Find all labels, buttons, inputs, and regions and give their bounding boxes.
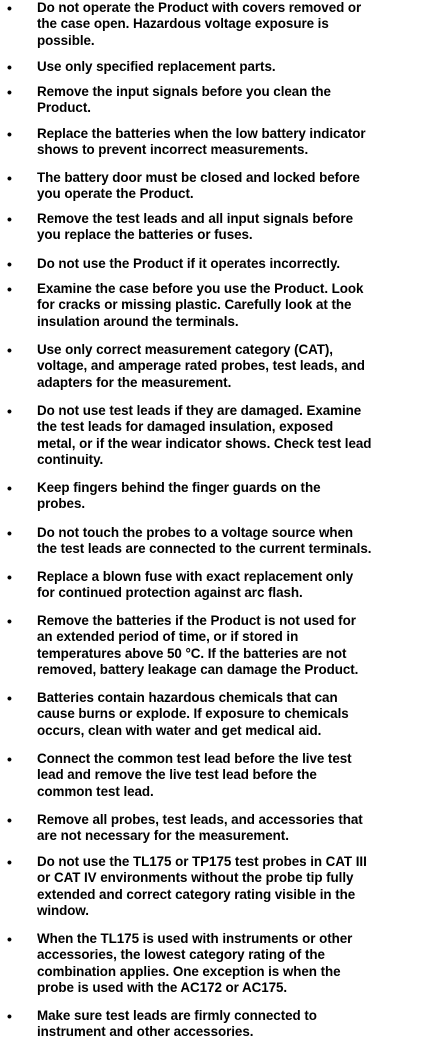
list-item-line: for continued protection against arc flash.: [37, 585, 303, 601]
list-item-line: the case open. Hazardous voltage exposure is: [37, 16, 329, 32]
list-item-line: Do not operate the Product with covers removed or: [37, 0, 362, 15]
list-item-line: voltage, and amperage rated probes, test leads, and: [37, 358, 365, 374]
bullet-icon: •: [7, 854, 12, 870]
bullet-icon: •: [7, 569, 12, 585]
list-item-line: occurs, clean with water and get medical aid.: [37, 722, 322, 738]
list-item-line: Product.: [37, 100, 91, 116]
list-item-line: Examine the case before you use the Product. Look: [37, 281, 364, 296]
list-item-line: The battery door must be closed and locked before: [37, 170, 360, 185]
list-item-line: Make sure test leads are firmly connected to: [37, 1008, 317, 1023]
list-item-text: [37, 854, 429, 919]
list-item-line: Do not use test leads if they are damaged. Examine: [37, 403, 362, 418]
list-item-line: Batteries contain hazardous chemicals that can: [37, 690, 338, 705]
list-item-text: [37, 751, 429, 800]
list-item-line: probe is used with the AC172 or AC175.: [37, 979, 288, 995]
list-item-text: [37, 1008, 429, 1041]
list-item-line: Keep fingers behind the finger guards on the: [37, 480, 321, 495]
bullet-icon: •: [7, 480, 12, 496]
list-item-line: Connect the common test lead before the live test: [37, 751, 352, 766]
list-item-text: [37, 126, 429, 159]
list-item-text: [37, 525, 429, 558]
bullet-icon: •: [7, 751, 12, 767]
list-item-line: When the TL175 is used with instruments or other: [37, 931, 353, 946]
bullet-icon: •: [7, 84, 12, 100]
bullet-icon: •: [7, 211, 12, 227]
list-item-line: Do not use the TL175 or TP175 test probes in CAT III: [37, 854, 367, 869]
bullet-icon: •: [7, 403, 12, 419]
bullet-icon: •: [7, 59, 12, 75]
list-item-text: [37, 342, 429, 391]
list-item-text: [37, 84, 429, 117]
list-item-line: cause burns or explode. If exposure to chemicals: [37, 706, 349, 722]
bullet-icon: •: [7, 170, 12, 186]
bullet-icon: •: [7, 342, 12, 358]
list-item-line: adapters for the measurement.: [37, 374, 232, 390]
list-item-text: [37, 403, 429, 468]
list-item-line: Remove the test leads and all input signals before: [37, 211, 353, 226]
list-item-text: [37, 211, 429, 244]
list-item-line: metal, or if the wear indicator shows. Check test lead: [37, 435, 372, 451]
bullet-icon: •: [7, 690, 12, 706]
list-item-text: [37, 59, 429, 75]
bullet-icon: •: [7, 256, 12, 272]
list-item-line: you operate the Product.: [37, 186, 194, 202]
list-item-line: probes.: [37, 496, 86, 512]
list-item-line: temperatures above 50 °C. If the batteries are not: [37, 645, 347, 661]
list-item-line: you replace the batteries or fuses.: [37, 227, 253, 243]
list-item-line: window.: [37, 902, 89, 918]
list-item-line: Do not use the Product if it operates incorrectly.: [37, 256, 341, 271]
bullet-icon: •: [7, 812, 12, 828]
list-item-line: for cracks or missing plastic. Carefully look at the: [37, 297, 352, 313]
list-item-text: [37, 480, 429, 513]
list-item-text: [37, 613, 429, 678]
list-item-line: Replace a blown fuse with exact replacement only: [37, 569, 354, 584]
list-item-text: [37, 690, 429, 739]
list-item-line: combination applies. One exception is when the: [37, 963, 341, 979]
list-item-line: removed, battery leakage can damage the Product.: [37, 661, 359, 677]
list-item-line: Do not touch the probes to a voltage source when: [37, 525, 354, 540]
list-item-line: Use only specified replacement parts.: [37, 59, 276, 74]
bullet-icon: •: [7, 931, 12, 947]
list-item-text: [37, 812, 429, 845]
bullet-icon: •: [7, 126, 12, 142]
list-item-line: Use only correct measurement category (CAT),: [37, 342, 333, 357]
list-item-line: insulation around the terminals.: [37, 313, 239, 329]
list-item-text: [37, 170, 429, 203]
bullet-icon: •: [7, 525, 12, 541]
bullet-icon: •: [7, 0, 12, 16]
list-item-line: the test leads for damaged insulation, exposed: [37, 419, 334, 435]
list-item-text: [37, 256, 429, 272]
list-item-line: Remove all probes, test leads, and accessories that: [37, 812, 363, 827]
list-item-line: an extended period of time, or if stored in: [37, 629, 299, 645]
list-item-text: [37, 0, 429, 49]
bullet-icon: •: [7, 613, 12, 629]
list-item-line: Remove the input signals before you clean the: [37, 84, 331, 99]
list-item-line: are not necessary for the measurement.: [37, 828, 289, 844]
list-item-line: shows to prevent incorrect measurements.: [37, 142, 309, 158]
list-item-line: common test lead.: [37, 783, 154, 799]
list-item-line: or CAT IV environments without the probe tip fully: [37, 870, 354, 886]
list-item-text: [37, 931, 429, 996]
bullet-icon: •: [7, 1008, 12, 1024]
list-item-text: [37, 569, 429, 602]
list-item-text: [37, 281, 429, 330]
list-item-line: the test leads are connected to the current terminals.: [37, 541, 372, 557]
list-item-line: Replace the batteries when the low battery indicator: [37, 126, 366, 141]
list-item-line: continuity.: [37, 451, 104, 467]
list-item-line: accessories, the lowest category rating of the: [37, 947, 325, 963]
list-item-line: instrument and other accessories.: [37, 1024, 254, 1040]
list-item-line: possible.: [37, 32, 95, 48]
bullet-icon: •: [7, 281, 12, 297]
list-item-line: lead and remove the live test lead before the: [37, 767, 317, 783]
list-item-line: extended and correct category rating visible in the: [37, 886, 356, 902]
list-item-line: Remove the batteries if the Product is not used for: [37, 613, 356, 628]
